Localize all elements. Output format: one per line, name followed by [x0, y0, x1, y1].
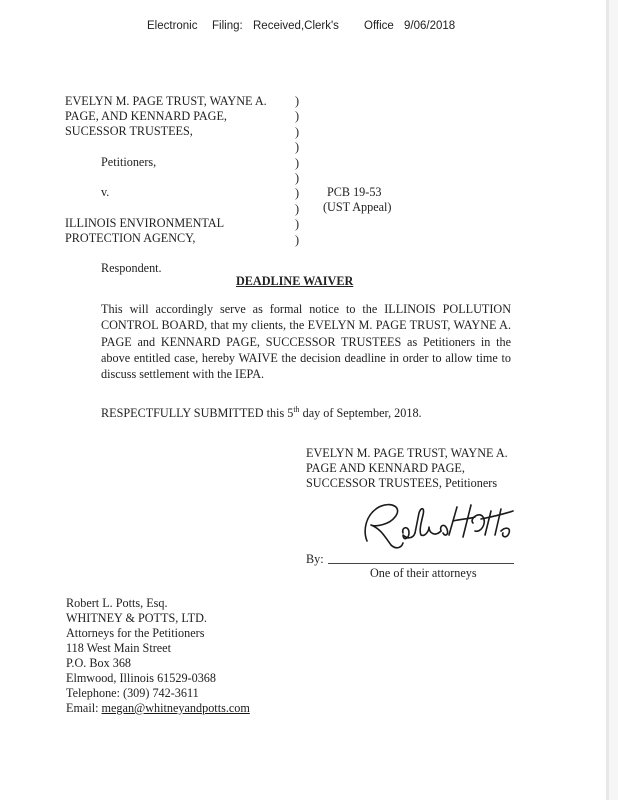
attorney-line-7: Telephone: (309) 742-3611 — [66, 686, 199, 700]
caption-paren-column — [295, 94, 299, 248]
submitted-suffix: day of September, 2018. — [299, 406, 422, 421]
caption-paren: ) — [295, 155, 300, 170]
caption-paren: ) — [295, 186, 300, 201]
respondent-line-2: PROTECTION AGENCY, — [65, 231, 196, 245]
document-title: DEADLINE WAIVER — [236, 274, 354, 288]
attorney-line-4: 118 West Main Street — [66, 641, 171, 655]
petitioners-label: Petitioners, — [101, 155, 157, 169]
filing-stamp-electronic: Electronic — [147, 20, 198, 32]
caption-paren: ) — [295, 94, 300, 108]
attorney-email-line — [66, 701, 250, 716]
caption-paren: ) — [295, 232, 300, 247]
caption-paren: ) — [295, 140, 300, 155]
versus: v. — [101, 185, 110, 199]
attorney-line-3: Attorneys for the Petitioners — [66, 626, 205, 640]
filing-stamp-received: Received,Clerk's — [253, 20, 339, 32]
signature-line — [328, 563, 514, 564]
respondent-line-1: ILLINOIS ENVIRONMENTAL — [65, 216, 225, 230]
attorney-line-6: Elmwood, Illinois 61529-0368 — [66, 671, 216, 685]
filing-stamp-date: 9/06/2018 — [404, 20, 456, 32]
caption-paren: ) — [295, 124, 300, 139]
case-type: (UST Appeal) — [323, 200, 392, 214]
filing-stamp-filing: Filing: — [212, 20, 243, 32]
email-label: Email: — [66, 701, 99, 715]
attorney-line-5: P.O. Box 368 — [66, 656, 132, 670]
sig-block-line-2: PAGE AND KENNARD PAGE, — [306, 461, 465, 475]
sig-block-line-1: EVELYN M. PAGE TRUST, WAYNE A. — [306, 446, 508, 460]
page-edge-margin — [609, 0, 618, 800]
caption-paren: ) — [295, 201, 300, 216]
case-number: PCB 19-53 — [327, 185, 382, 199]
submitted-superscript: th — [293, 405, 300, 414]
handwritten-signature — [345, 493, 517, 561]
body-paragraph: This will accordingly serve as formal notice to the ILLINOIS POLLUTION CONTROL BOARD, that my clients, the EVELYN M. PAGE TRUST, WAYNE A. PAGE and KENNARD PAGE, SUCCESSOR TRUSTEES as Petitioners in the above entitled case, hereby WAIVE the decision deadline in order to allow time to discuss settlement with the IEPA. — [101, 302, 511, 382]
by-label: By: — [306, 552, 324, 566]
filing-stamp-office: Office — [364, 20, 394, 32]
caption-paren: ) — [295, 170, 300, 185]
caption-paren: ) — [295, 217, 300, 232]
attorney-line-1: Robert L. Potts, Esq. — [66, 596, 168, 610]
respondent-label: Respondent. — [101, 261, 162, 275]
submitted-prefix: RESPECTFULLY SUBMITTED this 5 — [101, 406, 294, 421]
one-of-their-attorneys: One of their attorneys — [370, 566, 477, 580]
submitted-line — [101, 405, 422, 421]
petitioner-line-3: SUCESSOR TRUSTEES, — [65, 124, 193, 138]
email-link[interactable]: megan@whitneyandpotts.com — [101, 701, 250, 715]
attorney-line-2: WHITNEY & POTTS, LTD. — [66, 611, 207, 625]
sig-block-line-3: SUCCESSOR TRUSTEES, Petitioners — [306, 476, 498, 490]
caption-paren: ) — [295, 109, 300, 124]
petitioner-line-1: EVELYN M. PAGE TRUST, WAYNE A. — [65, 94, 267, 108]
petitioner-line-2: PAGE, AND KENNARD PAGE, — [65, 109, 227, 123]
